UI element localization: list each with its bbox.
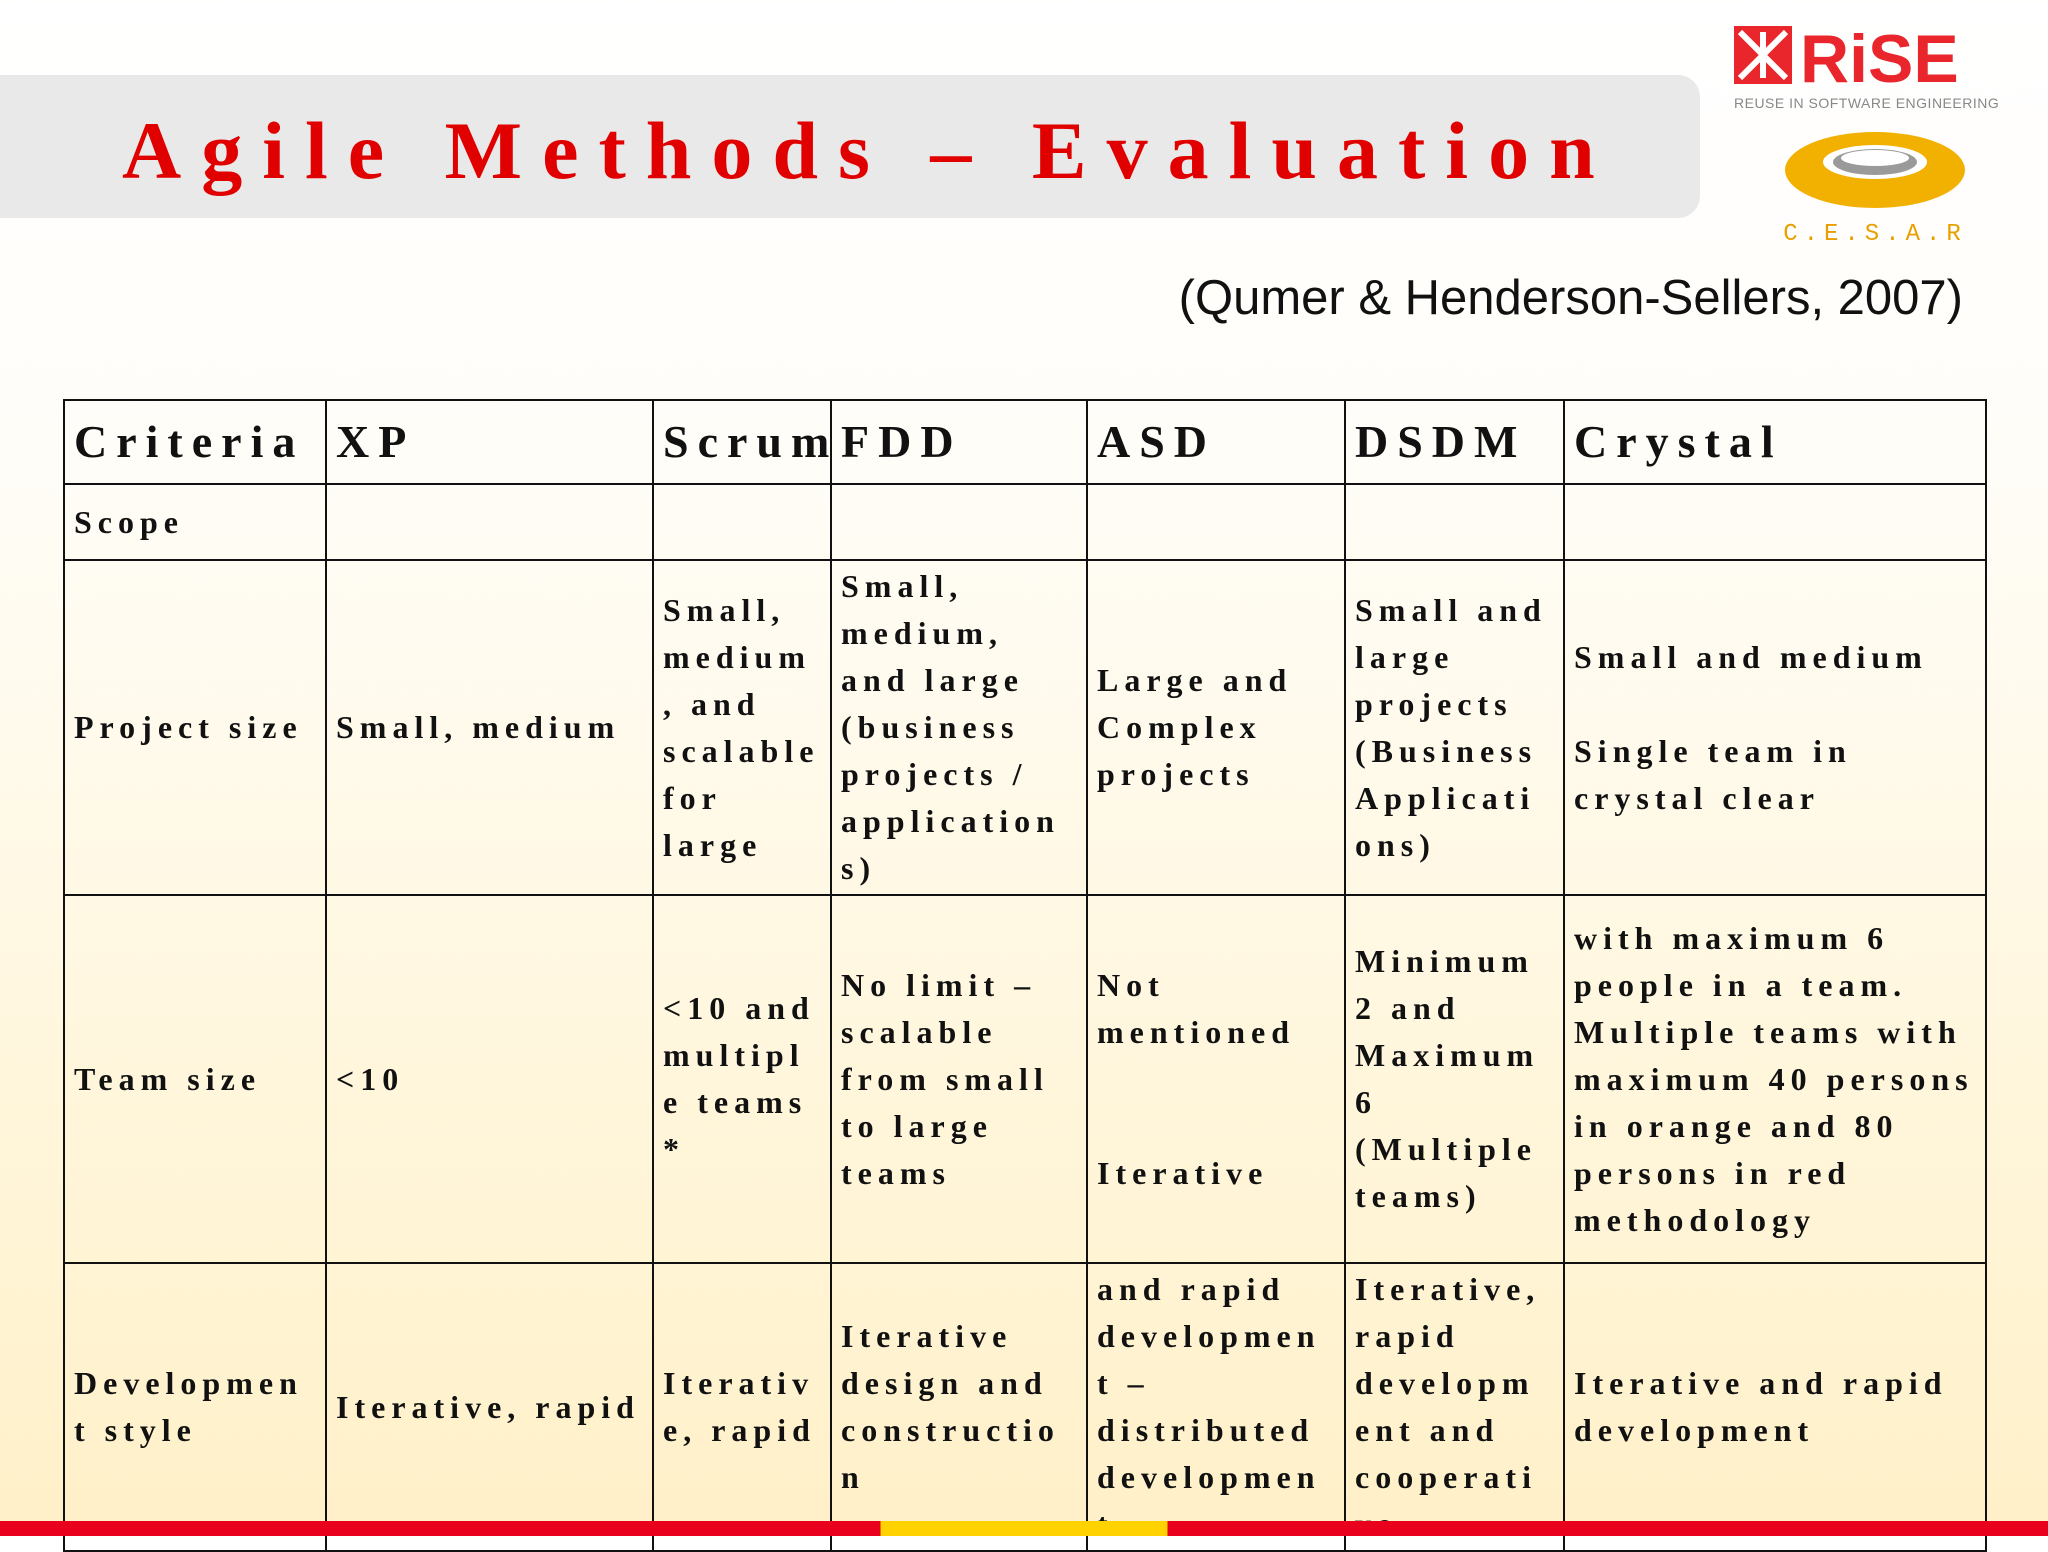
header-dsdm: DSDM <box>1345 400 1564 484</box>
table-cell: <10 <box>326 895 653 1263</box>
cesar-logo <box>1775 128 1975 248</box>
table-cell: <10 and multiple teams * <box>653 895 831 1263</box>
table-cell <box>1564 484 1986 560</box>
header-xp: XP <box>326 400 653 484</box>
table-row-team-size <box>64 895 1986 1263</box>
bottom-accent-bar <box>0 1521 2048 1536</box>
table-cell <box>1345 484 1564 560</box>
table-cell: Small, medium, and scalable for large <box>653 560 831 895</box>
evaluation-table <box>63 399 1987 1552</box>
table-cell: with maximum 6 people in a team. Multiple teams with maximum 40 persons in orange and 80 persons in red methodology <box>1564 895 1986 1263</box>
table-row-project-size <box>64 560 1986 895</box>
rise-logo <box>1730 18 2025 118</box>
table-cell: Iterative, rapid <box>653 1263 831 1551</box>
table-cell: Iterative design and construction <box>831 1263 1087 1551</box>
table-cell: Project size <box>64 560 326 895</box>
table-cell: No limit – scalable from small to large teams <box>831 895 1087 1263</box>
table-cell: Development style <box>64 1263 326 1551</box>
table-cell: Iterative, rapid <box>326 1263 653 1551</box>
table-cell: Scope <box>64 484 326 560</box>
rise-mark-icon <box>1734 26 1792 84</box>
slide-title: Agile Methods – Evaluation <box>122 105 1615 196</box>
table-cell <box>831 484 1087 560</box>
table-cell <box>1087 484 1345 560</box>
table-cell: Small and medium Single team in crystal clear <box>1564 560 1986 895</box>
table-cell: Minimum 2 and Maximum 6 (Multiple teams) <box>1345 895 1564 1263</box>
rise-tagline: REUSE IN SOFTWARE ENGINEERING <box>1734 95 2000 111</box>
cesar-wordmark: C.E.S.A.R <box>1783 221 1967 248</box>
table-cell: Large and Complex projects <box>1087 560 1345 895</box>
header-crystal: Crystal <box>1564 400 1986 484</box>
table-header-row <box>64 400 1986 484</box>
rise-wordmark: RiSE <box>1800 21 1959 97</box>
table-cell: and rapid development – distributed developmen <box>1087 1263 1345 1551</box>
header-asd: ASD <box>1087 400 1345 484</box>
table-row-development-style <box>64 1263 1986 1551</box>
header-scrum: Scrum <box>653 400 831 484</box>
cesar-ring-icon <box>1785 132 1965 208</box>
table-cell: Small, medium, and large (business projects / applications) <box>831 560 1087 895</box>
table-cell <box>326 484 653 560</box>
citation: (Qumer & Henderson-Sellers, 2007) <box>1178 271 1963 325</box>
header-fdd: FDD <box>831 400 1087 484</box>
table-cell: Not mentioned Iterative <box>1087 895 1345 1263</box>
table-row-scope <box>64 484 1986 560</box>
table-cell: Small, medium <box>326 560 653 895</box>
table-cell: Team size <box>64 895 326 1263</box>
table-cell: Iterative, rapid development and cooperati <box>1345 1263 1564 1551</box>
header-criteria: Criteria <box>64 400 326 484</box>
table-cell: Iterative and rapid development <box>1564 1263 1986 1551</box>
table-cell: Small and large projects (Business Applications) <box>1345 560 1564 895</box>
table-cell <box>653 484 831 560</box>
